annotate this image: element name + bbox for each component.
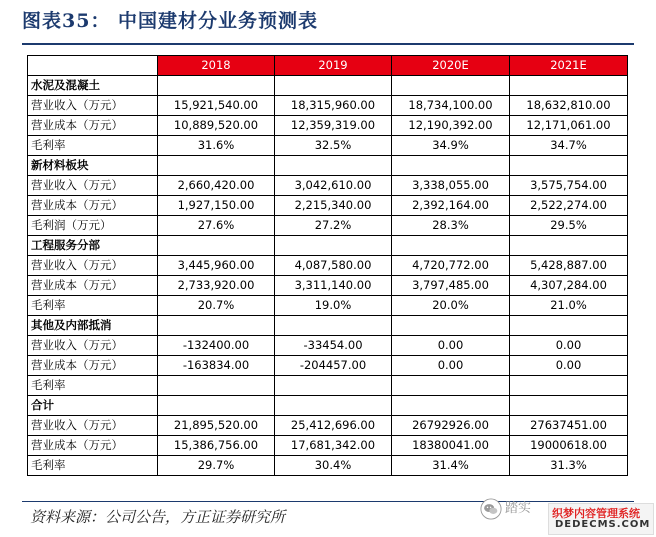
value-cell: 3,797,485.00 [392,276,510,296]
value-cell: 4,307,284.00 [510,276,628,296]
row-label-cell: 毛利率 [28,136,158,156]
value-cell: 3,445,960.00 [158,256,275,276]
value-cell [275,396,392,416]
watermark-text: 踏实 [505,501,532,516]
watermark-badge [548,503,654,535]
header-cell: 2018 [158,56,275,76]
row-label-cell: 合计 [28,396,158,416]
table-row [28,416,628,436]
value-cell: 34.7% [510,136,628,156]
value-cell [275,236,392,256]
value-cell: 27.6% [158,216,275,236]
value-cell [510,76,628,96]
value-cell: 18,734,100.00 [392,96,510,116]
value-cell [158,76,275,96]
table-row [28,176,628,196]
value-cell: 3,042,610.00 [275,176,392,196]
value-cell: 34.9% [392,136,510,156]
row-label-cell: 毛利率 [28,296,158,316]
header-cell [28,56,158,76]
value-cell: 19.0% [275,296,392,316]
value-cell: 29.5% [510,216,628,236]
value-cell [510,316,628,336]
value-cell: 4,720,772.00 [392,256,510,276]
table-row [28,216,628,236]
value-cell: -132400.00 [158,336,275,356]
value-cell [275,376,392,396]
value-cell [392,316,510,336]
value-cell [510,236,628,256]
value-cell: 15,386,756.00 [158,436,275,456]
value-cell: 0.00 [392,336,510,356]
value-cell: 2,392,164.00 [392,196,510,216]
table-row [28,376,628,396]
row-label-cell: 营业成本（万元） [28,276,158,296]
value-cell: 1,927,150.00 [158,196,275,216]
value-cell: 10,889,520.00 [158,116,275,136]
source-divider [22,501,634,502]
value-cell [158,376,275,396]
value-cell [392,236,510,256]
watermark-badge-cn: 织梦内容管理系统 [552,507,640,520]
value-cell: 3,338,055.00 [392,176,510,196]
section-row [28,156,628,176]
value-cell: 25,412,696.00 [275,416,392,436]
value-cell: 5,428,887.00 [510,256,628,276]
table-row [28,276,628,296]
watermark-badge-en: DEDECMS.COM [555,519,651,530]
value-cell [392,376,510,396]
section-row [28,396,628,416]
source-note: 资料来源：公司公告，方正证券研究所 [30,508,286,526]
row-label-cell: 营业收入（万元） [28,256,158,276]
value-cell: 31.6% [158,136,275,156]
value-cell [392,156,510,176]
table-row [28,196,628,216]
value-cell [510,396,628,416]
value-cell: 20.0% [392,296,510,316]
table-row [28,356,628,376]
value-cell: 0.00 [510,356,628,376]
value-cell: 12,359,319.00 [275,116,392,136]
table-row [28,336,628,356]
value-cell: 0.00 [510,336,628,356]
value-cell: 12,171,061.00 [510,116,628,136]
value-cell [158,236,275,256]
header-cell: 2021E [510,56,628,76]
table-row [28,96,628,116]
table-row [28,136,628,156]
row-label-cell: 营业成本（万元） [28,116,158,136]
row-label-cell: 营业收入（万元） [28,336,158,356]
table-row [28,116,628,136]
value-cell: 29.7% [158,456,275,476]
title-divider [22,43,634,45]
value-cell: 17,681,342.00 [275,436,392,456]
value-cell: 0.00 [392,356,510,376]
row-label-cell: 毛利率 [28,376,158,396]
row-label-cell: 毛利润（万元） [28,216,158,236]
value-cell: 21.0% [510,296,628,316]
value-cell [158,316,275,336]
value-cell [510,156,628,176]
value-cell: -163834.00 [158,356,275,376]
figure-title: 图表35： 中国建材分业务预测表 [22,10,319,32]
row-label-cell: 工程服务分部 [28,236,158,256]
value-cell [158,156,275,176]
value-cell: -204457.00 [275,356,392,376]
value-cell: 3,575,754.00 [510,176,628,196]
row-label-cell: 营业收入（万元） [28,176,158,196]
row-label-cell: 毛利率 [28,456,158,476]
value-cell: 2,660,420.00 [158,176,275,196]
value-cell [275,76,392,96]
row-label-cell: 营业成本（万元） [28,196,158,216]
value-cell: 18,315,960.00 [275,96,392,116]
section-row [28,236,628,256]
value-cell: 32.5% [275,136,392,156]
row-label-cell: 营业成本（万元） [28,356,158,376]
row-label-cell: 营业成本（万元） [28,436,158,456]
value-cell: 4,087,580.00 [275,256,392,276]
table-row [28,436,628,456]
table-header-row [28,56,628,76]
row-label-cell: 新材料板块 [28,156,158,176]
value-cell: 3,311,140.00 [275,276,392,296]
value-cell: 31.4% [392,456,510,476]
wechat-icon [480,498,502,520]
row-label-cell: 水泥及混凝土 [28,76,158,96]
header-cell: 2020E [392,56,510,76]
value-cell: 27.2% [275,216,392,236]
table-row [28,256,628,276]
value-cell: 2,215,340.00 [275,196,392,216]
value-cell: 28.3% [392,216,510,236]
value-cell [158,396,275,416]
table-row [28,296,628,316]
value-cell: 15,921,540.00 [158,96,275,116]
row-label-cell: 营业收入（万元） [28,96,158,116]
forecast-table [27,55,628,476]
value-cell: 30.4% [275,456,392,476]
table-row [28,456,628,476]
value-cell: 31.3% [510,456,628,476]
value-cell: 20.7% [158,296,275,316]
header-cell: 2019 [275,56,392,76]
value-cell [275,316,392,336]
value-cell: 26792926.00 [392,416,510,436]
section-row [28,316,628,336]
value-cell: 12,190,392.00 [392,116,510,136]
value-cell: 18380041.00 [392,436,510,456]
row-label-cell: 营业收入（万元） [28,416,158,436]
value-cell [392,396,510,416]
value-cell: 2,733,920.00 [158,276,275,296]
value-cell: 27637451.00 [510,416,628,436]
value-cell [510,376,628,396]
value-cell: 19000618.00 [510,436,628,456]
value-cell: 2,522,274.00 [510,196,628,216]
section-row [28,76,628,96]
value-cell [275,156,392,176]
value-cell: 21,895,520.00 [158,416,275,436]
value-cell: -33454.00 [275,336,392,356]
row-label-cell: 其他及内部抵消 [28,316,158,336]
value-cell [392,76,510,96]
value-cell: 18,632,810.00 [510,96,628,116]
